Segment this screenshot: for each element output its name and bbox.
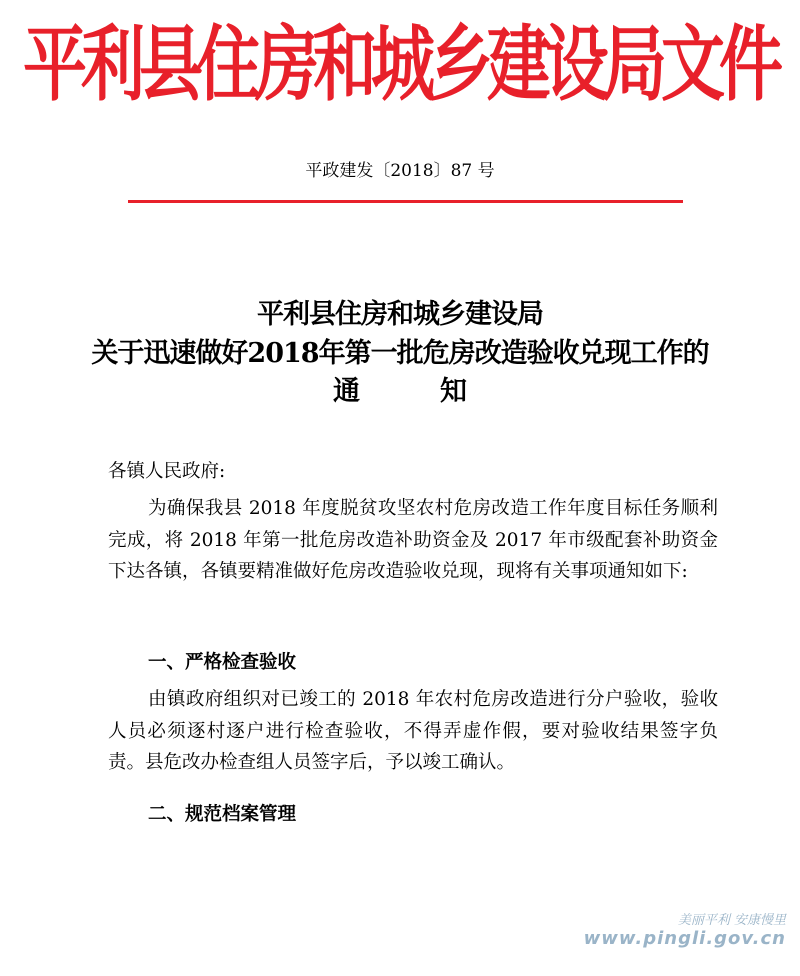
- salutation: 各镇人民政府:: [108, 461, 226, 482]
- watermark-slogan: 美丽平利 安康慢里: [677, 913, 786, 928]
- notice-title-line-3: [0, 372, 800, 412]
- section-heading-2: 二、规范档案管理: [148, 804, 297, 825]
- notice-title-line-1: 平利县住房和城乡建设局: [257, 299, 543, 330]
- paragraph-inspection: 由镇政府组织对已竣工的 2018 年农村危房改造进行分户验收，验收人员必须逐村逐户进行检查验收，不得弄虚作假，要对验收结果签字负责。县危改办检查组人员签字后，予以竣工确认。: [108, 689, 718, 773]
- document-header-title: 平利县住房和城乡建设局文件: [23, 16, 777, 113]
- header-red-rule: [128, 200, 683, 203]
- paragraph-intro: 为确保我县 2018 年度脱贫攻坚农村危房改造工作年度目标任务顺利完成，将 2018 年第一批危房改造补助资金及 2017 年市级配套补助资金下达各镇，各镇要精准做好危房改造验收兑现，现将有关事项通知如下:: [108, 498, 718, 582]
- document-number: 平政建发〔2018〕87 号: [305, 161, 495, 181]
- notice-title-line-2: 关于迅速做好2018年第一批危房改造验收兑现工作的: [91, 338, 709, 369]
- section-heading-1: 一、严格检查验收: [148, 652, 297, 673]
- notice-title-char-zhi: 知: [440, 376, 467, 407]
- watermark-url: www.pingli.gov.cn: [583, 928, 786, 949]
- site-watermark: [584, 912, 786, 948]
- notice-title-char-tong: 通: [333, 376, 360, 407]
